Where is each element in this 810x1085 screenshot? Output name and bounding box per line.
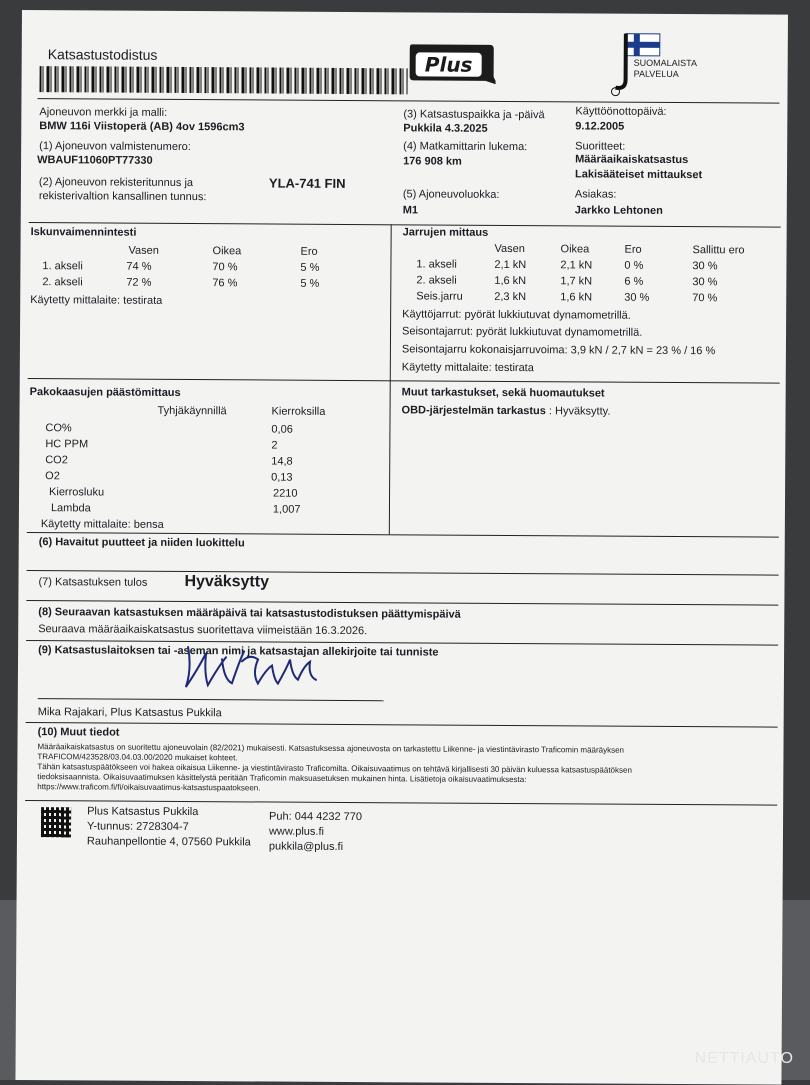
- service-brake-note: Käyttöjarrut: pyörät lukkiutuvat dynamometrillä.: [402, 308, 631, 322]
- emissions-title: Pakokaasujen päästömittaus: [29, 386, 181, 399]
- suomalaista-palvelua-text: [634, 58, 697, 80]
- divider: [26, 722, 778, 728]
- company-email[interactable]: pukkila@plus.fi: [268, 840, 344, 853]
- brake-row-1-left: 2,1 kN: [494, 258, 527, 272]
- shock-device: Käytetty mittalaite: testirata: [30, 294, 163, 307]
- nettiauto-watermark: NETTIAUTO: [694, 1050, 794, 1067]
- shock-row-1-diff: 5 %: [300, 261, 320, 274]
- shock-test-title: Iskunvaimennintesti: [30, 226, 137, 239]
- brake-row-2-left: 1,6 kN: [494, 274, 527, 288]
- brake-row-1-allowed: 30 %: [692, 260, 718, 273]
- shock-row-2-diff: 5 %: [300, 277, 320, 290]
- brake-row-1-label: 1. akseli: [416, 258, 457, 271]
- brake-row-1-right: 2,1 kN: [560, 259, 593, 272]
- vin-label: (1) Ajoneuvon valmistenumero:: [39, 140, 191, 154]
- brake-device: Käytetty mittalaite: testirata: [401, 361, 534, 375]
- vehicle-class-value: M1: [402, 204, 419, 217]
- commissioning-date-label: Käyttöönottopäivä:: [575, 105, 667, 118]
- legal-text: [37, 742, 632, 796]
- brake-test-title: Jarrujen mittaus: [402, 226, 489, 239]
- defects-title: (6) Havaitut puutteet ja niiden luokittelu: [38, 536, 245, 550]
- shock-col-right: Oikea: [212, 245, 242, 258]
- plus-logo-text: Plus: [424, 52, 473, 77]
- emissions-row-4-value: 0,13: [271, 471, 293, 484]
- registration-label-1: (2) Ajoneuvon rekisteritunnus ja: [38, 176, 194, 190]
- company-id: Y-tunnus: 2728304-7: [86, 820, 189, 834]
- place-date-value: Pukkila 4.3.2025: [403, 122, 488, 135]
- commissioning-date-value: 9.12.2005: [575, 120, 625, 133]
- emissions-row-5-value: 2210: [273, 487, 298, 500]
- performed-value-2: Lakisääteiset mittaukset: [574, 168, 703, 182]
- vehicle-make-value: BMW 116i Viistoperä (AB) 4ov 1596cm3: [39, 120, 245, 134]
- divider: [27, 570, 779, 576]
- inspector-signature: [178, 639, 328, 700]
- brake-row-2-right: 1,7 kN: [560, 275, 593, 288]
- company-contact: [269, 810, 362, 856]
- legal-line: TRAFICOM/423528/03.04.03.00/2020 mukaiset kohteet.: [37, 752, 238, 763]
- company-phone: Puh: 044 4232 770: [269, 810, 363, 824]
- registration-value: YLA-741 FIN: [268, 175, 346, 191]
- company-info: [87, 804, 251, 850]
- brake-row-2-label: 2. akseli: [416, 274, 457, 287]
- signature-line: [38, 698, 384, 701]
- next-inspection-title: (8) Seuraavan katsastuksen määräpäivä tai katsastustodistuksen päättymispäivä: [38, 606, 461, 621]
- qr-code-icon: [41, 807, 71, 837]
- customer-value: Jarkko Lehtonen: [574, 204, 663, 217]
- plus-logo: [405, 40, 495, 97]
- vehicle-class-label: (5) Ajoneuvoluokka:: [402, 188, 500, 201]
- brake-row-2-allowed: 30 %: [692, 276, 718, 289]
- company-name: Plus Katsastus Pukkila: [87, 805, 199, 819]
- emissions-row-2-value: 2: [271, 439, 278, 452]
- palvelua-line: PALVELUA: [633, 68, 679, 80]
- vin-value: WBAUF11060PT77330: [37, 154, 153, 167]
- emissions-row-6-value: 1,007: [272, 503, 301, 516]
- emissions-row-5-label: Kierrosluku: [49, 486, 105, 499]
- emissions-device: Käytetty mittalaite: bensa: [40, 518, 164, 531]
- legal-line: Määräaikaiskatsastus on suoritettu ajoneuvolain (82/2021) mukaisesti. Katsastuksessa ajoneuvosta on tarkastettu Liikenne- ja viestintävirasto Traficomin määräyksen: [37, 742, 625, 755]
- place-date-label: (3) Katsastuspaikka ja -päivä: [403, 108, 545, 122]
- brake-row-1-diff: 0 %: [624, 259, 644, 272]
- performed-label: Suoritteet:: [575, 140, 626, 153]
- emissions-row-1-value: 0,06: [271, 423, 293, 436]
- emissions-col-rpm: Kierroksilla: [271, 405, 326, 418]
- suomalaista-line: SUOMALAISTA: [633, 57, 698, 69]
- emissions-row-6-label: Lambda: [50, 502, 91, 515]
- performed-value-1: Määräaikaiskatsastus: [575, 153, 689, 167]
- inspection-certificate: [15, 10, 788, 1085]
- brake-row-3-left: 2,3 kN: [494, 290, 527, 304]
- company-address: Rauhanpellontie 4, 07560 Pukkila: [86, 835, 251, 849]
- parking-brake-note: Seisontajarrut: pyörät lukkiutuvat dynamometrillä.: [402, 325, 643, 339]
- shock-row-1-left: 74 %: [126, 260, 152, 273]
- shock-row-1-right: 70 %: [212, 261, 238, 274]
- odometer-label: (4) Matkamittarin lukema:: [403, 140, 528, 154]
- vehicle-make-label: Ajoneuvon merkki ja malli:: [39, 106, 168, 119]
- emissions-row-3-label: CO2: [45, 454, 68, 467]
- brake-col-right: Oikea: [560, 243, 590, 256]
- shock-row-2-label: 2. akseli: [42, 276, 83, 289]
- brake-col-allowed: Sallittu ero: [692, 244, 745, 257]
- brake-col-left: Vasen: [494, 242, 525, 256]
- brake-row-3-diff: 30 %: [624, 291, 650, 304]
- brake-row-3-right: 1,6 kN: [560, 291, 593, 304]
- obd-check: [402, 404, 611, 417]
- column-divider: [389, 224, 392, 534]
- emissions-row-1-label: CO%: [45, 422, 72, 435]
- divider: [28, 378, 780, 384]
- brake-row-3-allowed: 70 %: [692, 292, 718, 305]
- emissions-row-2-label: HC PPM: [45, 438, 89, 451]
- shock-row-2-left: 72 %: [126, 276, 152, 289]
- brake-row-2-diff: 6 %: [624, 275, 644, 288]
- legal-line: tiedoksisaannista. Oikaisuvaatimuksen käsittelystä peritään Traficomin maksuasetuksen mukainen hinta. Lisätietoja oikaisuvaatimuksesta:: [37, 772, 527, 785]
- legal-line: Tähän katsastuspäätökseen voi hakea oikaisua Liikenne- ja viestintävirasto Traficomilta. Oikaisuvaatimus on tehtävä kirjallisesti 30 päivän kuluessa katsastuspäätöksen: [37, 762, 632, 775]
- parking-brake-total: Seisontajarru kokonaisjarruvoima: 3,9 kN / 2,7 kN = 23 % / 16 %: [401, 343, 716, 358]
- result-value: Hyväksytty: [184, 573, 270, 591]
- barcode: [39, 66, 407, 94]
- registration-label-2: rekisterivaltion kansallinen tunnus:: [38, 190, 207, 204]
- brake-col-diff: Ero: [624, 243, 642, 256]
- divider: [26, 600, 778, 606]
- emissions-col-idle: Tyhjäkäynnillä: [157, 404, 227, 418]
- signature-title: (9) Katsastuslaitoksen tai -aseman nimi ja katsastajan allekirjoite tai tunniste: [38, 644, 439, 659]
- shock-row-2-right: 76 %: [212, 277, 238, 290]
- customer-label: Asiakas:: [574, 188, 617, 201]
- obd-check-label: OBD-järjestelmän tarkastus: [401, 404, 546, 418]
- company-website[interactable]: www.plus.fi: [268, 825, 325, 838]
- next-inspection-value: Seuraava määräaikaiskatsastus suoritettava viimeistään 16.3.2026.: [38, 623, 368, 638]
- obd-check-value: : Hyväksytty.: [548, 405, 611, 418]
- shock-row-1-label: 1. akseli: [42, 260, 83, 273]
- other-info-title: (10) Muut tiedot: [37, 726, 120, 739]
- brake-row-3-label: Seis.jarru: [416, 290, 463, 303]
- document-title: Katsastustodistus: [47, 46, 158, 63]
- legal-line: https://www.traficom.fi/fi/oikaisuvaatimus-katsastuspaatokseen.: [37, 782, 261, 793]
- other-checks-title: Muut tarkastukset, sekä huomautukset: [401, 386, 605, 400]
- inspector-name: Mika Rajakari, Plus Katsastus Pukkila: [37, 706, 222, 720]
- emissions-row-4-label: O2: [45, 470, 60, 483]
- shock-col-left: Vasen: [128, 244, 159, 257]
- result-label: (7) Katsastuksen tulos: [38, 576, 148, 589]
- emissions-row-3-value: 14,8: [271, 455, 293, 468]
- odometer-value: 176 908 km: [403, 155, 462, 168]
- shock-col-diff: Ero: [300, 245, 318, 258]
